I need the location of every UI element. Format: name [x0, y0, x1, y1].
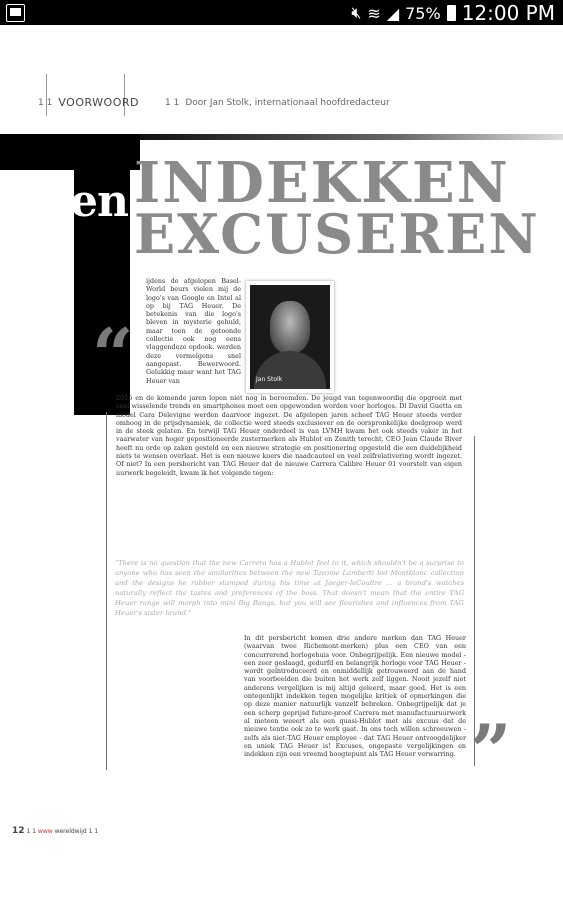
footer-marker: 1 1	[26, 828, 36, 835]
title-prefix: en	[70, 176, 128, 227]
page-footer	[12, 826, 98, 836]
title-line-1: INDEKKEN	[134, 150, 510, 216]
body-text-second: In dit persbericht komen drie andere merken dan TAG Heuer (waarvan twee Richemont-merken) plus een CEO van een concurrerend horlogehuis voor. Onbegrijpelijk. Een nieuwe model - een zeer geslaagd, gedurfd en belangrijk horloge voor TAG Heuer - wordt geïntroduceerd en onmiddellijk getrouweerd aan de hand van voorbeelden die buiten het werk zelf liggen. Nooit jezelf niet anderens vergelijken is mij altijd geleerd, maar goed. Het is een ontegenlijkt indekken tegen mogelijke kritiek of opmerkingen die op deze manier natuurlijk vanzelf bebreken. Onbegrijpelijk dat je een scherp geprijsd future-proof Carrera met manufactuuruurwerk al meteen weeert als een quasi-Hublot met als excuus dat de nieuwe tentie ook zo te werk gaat. In ons toch willen schreeuwen - zelfs als niet-TAG Heuer employee - dat TAG Heuer ontvoogdelijker en uniek TAG Heuer is! Excuses, ongepaste vergelijkingen en indekken zijn een vreemd hoogtepunt als TAG Heuer verwarring.	[244, 634, 466, 759]
title-line-2: EXCUSEREN	[134, 202, 540, 266]
signal-icon: ◢	[386, 3, 400, 23]
page-header	[38, 96, 390, 109]
intro-text-narrow: ijdens de afgelopen BaselWorld beurs vielen mij de logo's van Google en Intel al op bij TAG Heuer. De betekenis van die logo's bleven in mysterie gehuld, maar toen de getoonde collectie ook nog eens vlaggendeze opdook. werden deze vermelgens snel aangepast. Bewerwoord. Gelukkig maar want het TAG Heuer van	[146, 277, 241, 385]
photo-caption: Jan Stolk	[256, 376, 283, 383]
section-title: VOORWOORD	[58, 96, 139, 109]
battery-percent: 75%	[405, 3, 441, 23]
byline: Door Jan Stolk, internationaal hoofdredacteur	[185, 97, 390, 108]
pull-quote: "There is no question that the new Carrera has a Hublot feel to it, which shouldn't be a surprise to anyone who has seen the similarities between the new Tavome Lamberti led Montblanc collection and the designs he rubber stamped during his time at Jaeger-leCoultre ... a brand's watches naturally reflect the tastes and preferences of the boss. That doesn't mean that the entire TAG Heuer range will morph into mini Big Bangs, but you will see flourishes and influences from TAG Heuer's sister brand."	[115, 559, 464, 617]
status-icons	[351, 2, 555, 24]
page-marker: 1 1	[38, 97, 53, 108]
header-divider	[124, 74, 125, 116]
page-number: 12	[12, 826, 25, 836]
close-quote-mark: ”	[470, 708, 512, 793]
portrait-shoulders	[254, 351, 326, 389]
footer-brand: www	[37, 828, 53, 835]
gallery-icon	[6, 4, 25, 22]
intro-text-wide: 2015 en de komende jaren lopen niet nog in beroemden. De jeugd van tegenwoordig die opgroeit met snel wisselende trends en smartphones moet een opgewonden worden voor horloges. Dl David Guetta en model Cara Delevigne werden daarvoor ingezet. De afgelopen jaren scheef TAG Heuer steeds verder omhoog in de prijsdynamiek, de collectie werd steeds exclusiever en de oorspronkelijke doelgroep werd in de steek gelaten. En terwijl TAG Heuer onderdeel is van LVMH kwam het ook steeds vaker in het vaarwater van hoger gepositioneerde zustermerken als Hublot en Zenith terecht. CEO Jean Claude Biver heeft nu orde op zaken gesteld en een nieuwe strategie en positionering opgesteld die een duidelijkheid niets te wensen overlaat. Het is een nieuwe koers die naadcauteel en veel zelfrelativering wordt ingezet. Of niet? In een persbericht van TAG Heuer dat de nieuwe Carrera Calibre Heuer 01 voorstelt van eigen uurwerk begeleidt, kwam ik het volgende tegen:	[116, 394, 462, 477]
title-bar	[0, 134, 140, 170]
battery-icon	[447, 5, 456, 21]
open-quote-mark: “	[92, 312, 134, 397]
header-divider	[46, 74, 47, 116]
byline-marker: 1 1	[164, 97, 180, 108]
author-photo	[246, 281, 334, 393]
mute-icon: 🔇︎	[351, 3, 362, 22]
portrait-face	[270, 301, 310, 353]
title-rule	[140, 134, 563, 140]
status-bar	[0, 0, 563, 25]
clock: 12:00 PM	[461, 1, 555, 25]
column-rule-left	[106, 412, 107, 770]
wifi-icon: ≋	[367, 3, 381, 23]
footer-issue: wereldwijd 1 1	[54, 828, 99, 835]
